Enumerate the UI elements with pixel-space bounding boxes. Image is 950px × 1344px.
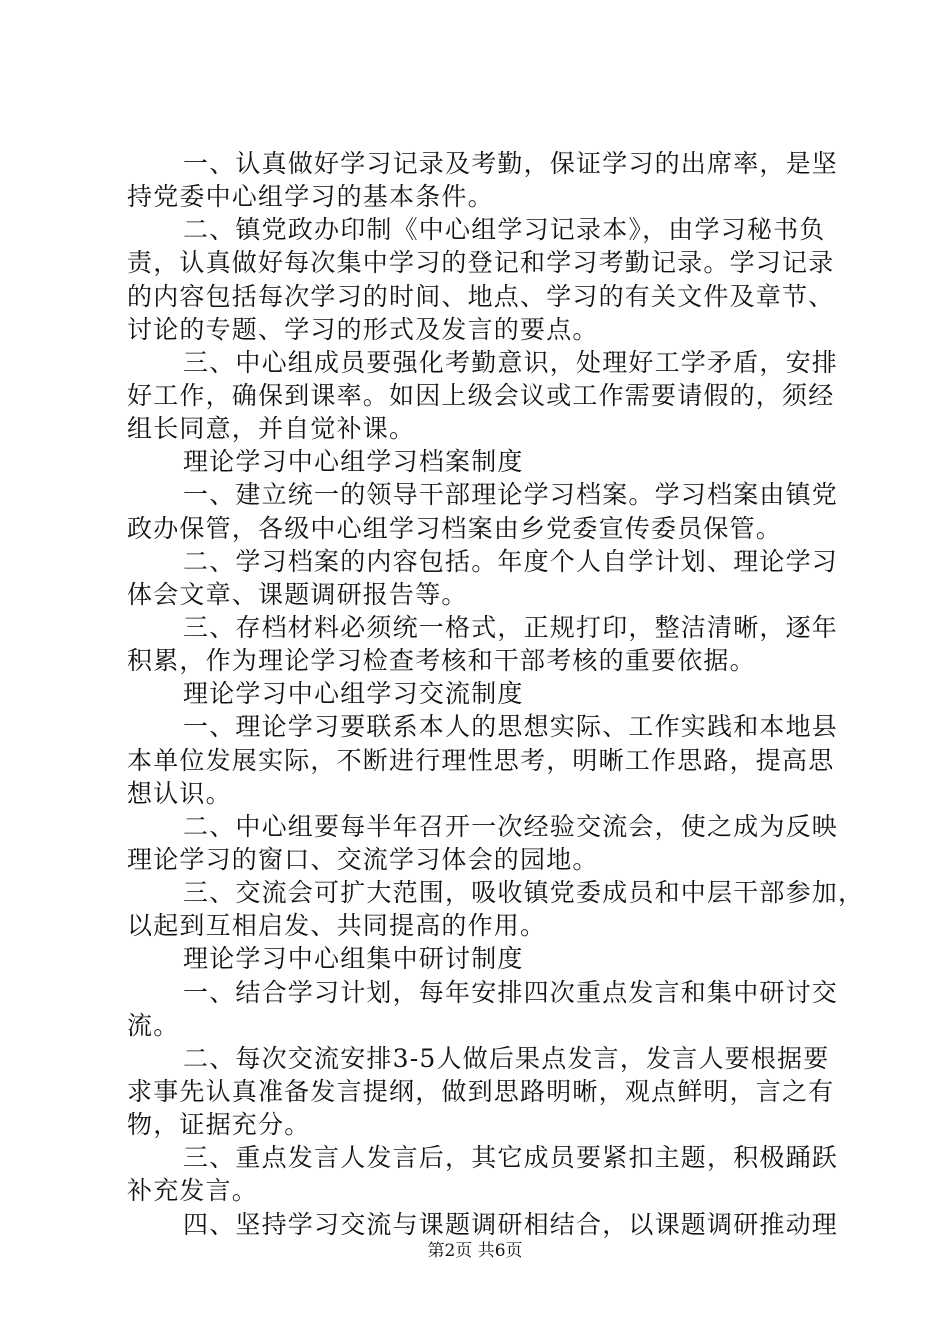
paragraph-line: 组长同意，并自觉补课。 xyxy=(127,414,416,444)
page-footer: 第2页 共6页 xyxy=(427,1241,523,1261)
paragraph-line: 补充发言。 xyxy=(127,1176,259,1206)
paragraph-line: 一、结合学习计划，每年安排四次重点发言和集中研讨交 xyxy=(183,977,839,1007)
paragraph-line: 的内容包括每次学习的时间、地点、学习的有关文件及章节、 xyxy=(127,281,835,311)
paragraph-line: 二、镇党政办印制《中心组学习记录本》，由学习秘书负 xyxy=(183,215,826,245)
paragraph-line: 求事先认真准备发言提纲，做到思路明晰，观点鲜明，言之有 xyxy=(127,1076,835,1106)
paragraph-line: 二、中心组要每半年召开一次经验交流会，使之成为反映 xyxy=(183,811,839,841)
section-heading: 理论学习中心组学习档案制度 xyxy=(183,447,524,477)
paragraph-line: 体会文章、课题调研报告等。 xyxy=(127,579,468,609)
paragraph-line: 流。 xyxy=(127,1010,180,1040)
paragraph-line: 一、建立统一的领导干部理论学习档案。学习档案由镇党 xyxy=(183,480,839,510)
section-heading: 理论学习中心组集中研讨制度 xyxy=(183,944,524,974)
paragraph-line: 持党委中心组学习的基本条件。 xyxy=(127,182,494,212)
paragraph-line: 理论学习的窗口、交流学习体会的园地。 xyxy=(127,844,599,874)
paragraph-line: 一、认真做好学习记录及考勤，保证学习的出席率，是坚 xyxy=(183,149,839,178)
paragraph-line: 二、学习档案的内容包括。年度个人自学计划、理论学习 xyxy=(183,546,839,576)
paragraph-line: 四、坚持学习交流与课题调研相结合，以课题调研推动理 xyxy=(183,1209,839,1239)
paragraph-line: 一、理论学习要联系本人的思想实际、工作实践和本地县 xyxy=(183,712,839,742)
paragraph-line: 物，证据充分。 xyxy=(127,1110,311,1140)
paragraph-line: 本单位发展实际，不断进行理性思考，明晰工作思路，提高思 xyxy=(127,745,835,775)
paragraph-line: 三、中心组成员要强化考勤意识，处理好工学矛盾，安排 xyxy=(183,347,839,377)
document-body xyxy=(127,147,865,1241)
paragraph-line: 讨论的专题、学习的形式及发言的要点。 xyxy=(127,314,599,344)
paragraph-line: 三、交流会可扩大范围，吸收镇党委成员和中层干部参加， xyxy=(183,878,865,908)
paragraph-line: 责，认真做好每次集中学习的登记和学习考勤记录。学习记录 xyxy=(127,248,835,278)
paragraph-line: 以起到互相启发、共同提高的作用。 xyxy=(127,911,547,941)
paragraph-line: 政办保管，各级中心组学习档案由乡党委宣传委员保管。 xyxy=(127,513,783,543)
paragraph-line: 三、重点发言人发言后，其它成员要紧扣主题，积极踊跃 xyxy=(183,1143,839,1173)
paragraph-line: 二、每次交流安排3-5人做后果点发言，发言人要根据要 xyxy=(183,1043,830,1073)
section-heading: 理论学习中心组学习交流制度 xyxy=(183,679,524,709)
paragraph-line: 想认识。 xyxy=(127,778,232,808)
paragraph-line: 三、存档材料必须统一格式，正规打印，整洁清晰，逐年 xyxy=(183,612,839,642)
paragraph-line: 好工作，确保到课率。如因上级会议或工作需要请假的，须经 xyxy=(127,380,835,410)
paragraph-line: 积累，作为理论学习检查考核和干部考核的重要依据。 xyxy=(127,646,756,676)
